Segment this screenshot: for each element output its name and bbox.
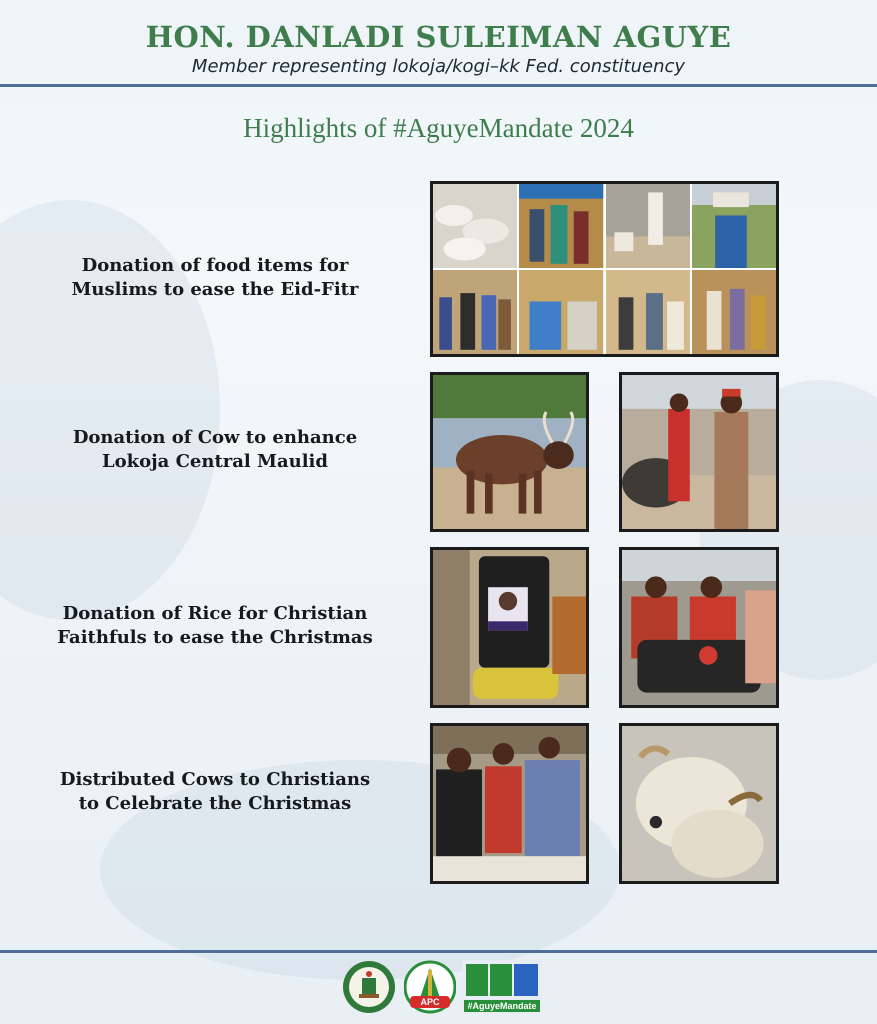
aguye-mandate-logo-icon bbox=[462, 960, 542, 1014]
row-label-rice-christmas bbox=[30, 602, 400, 650]
apc-label: APC bbox=[420, 997, 440, 1007]
photo-tile bbox=[606, 184, 690, 268]
page-title: HON. DANLADI SULEIMAN AGUYE bbox=[145, 20, 732, 54]
photo-rice-christmas-2 bbox=[619, 547, 779, 708]
apc-logo-icon bbox=[404, 960, 456, 1014]
photo-cows-christmas-1 bbox=[430, 723, 589, 884]
header-divider bbox=[0, 84, 877, 87]
row-label-cows-christmas bbox=[30, 768, 400, 816]
photo-tile bbox=[433, 184, 517, 268]
row-label-line: Lokoja Central Maulid bbox=[102, 451, 328, 472]
photo-tile bbox=[519, 184, 603, 268]
highlights-title: Highlights of #AguyeMandate 2024 bbox=[243, 113, 634, 143]
row-label-line: to Celebrate the Christmas bbox=[78, 793, 352, 814]
photo-tile bbox=[692, 184, 776, 268]
row-label-food-items bbox=[30, 254, 400, 302]
header bbox=[0, 0, 877, 86]
row-label-line: Donation of Cow to enhance bbox=[72, 427, 358, 448]
row-label-line: Donation of food items for bbox=[81, 255, 349, 276]
photo-tile bbox=[433, 270, 517, 354]
hashtag-label: #AguyeMandate bbox=[467, 1001, 537, 1011]
photo-rice-christmas-1 bbox=[430, 547, 589, 708]
page-subtitle: Member representing lokoja/kogi–kk Fed. constituency bbox=[191, 56, 686, 77]
photo-tile bbox=[606, 270, 690, 354]
photo-cows-christmas-2 bbox=[619, 723, 779, 884]
photo-tile bbox=[692, 270, 776, 354]
row-label-line: Faithfuls to ease the Christmas bbox=[57, 627, 373, 648]
house-of-representatives-seal-icon bbox=[342, 960, 396, 1014]
row-label-cow-maulid bbox=[30, 426, 400, 474]
row-label-line: Muslims to ease the Eid-Fitr bbox=[71, 279, 359, 300]
photo-tile bbox=[519, 270, 603, 354]
footer-divider bbox=[0, 950, 877, 953]
row-label-line: Donation of Rice for Christian bbox=[62, 603, 368, 624]
photo-cow-maulid-2 bbox=[619, 372, 779, 532]
footer-logos bbox=[0, 960, 877, 1016]
photo-collage-food-items bbox=[430, 181, 779, 357]
photo-cow-maulid-1 bbox=[430, 372, 589, 532]
row-label-line: Distributed Cows to Christians bbox=[59, 769, 371, 790]
